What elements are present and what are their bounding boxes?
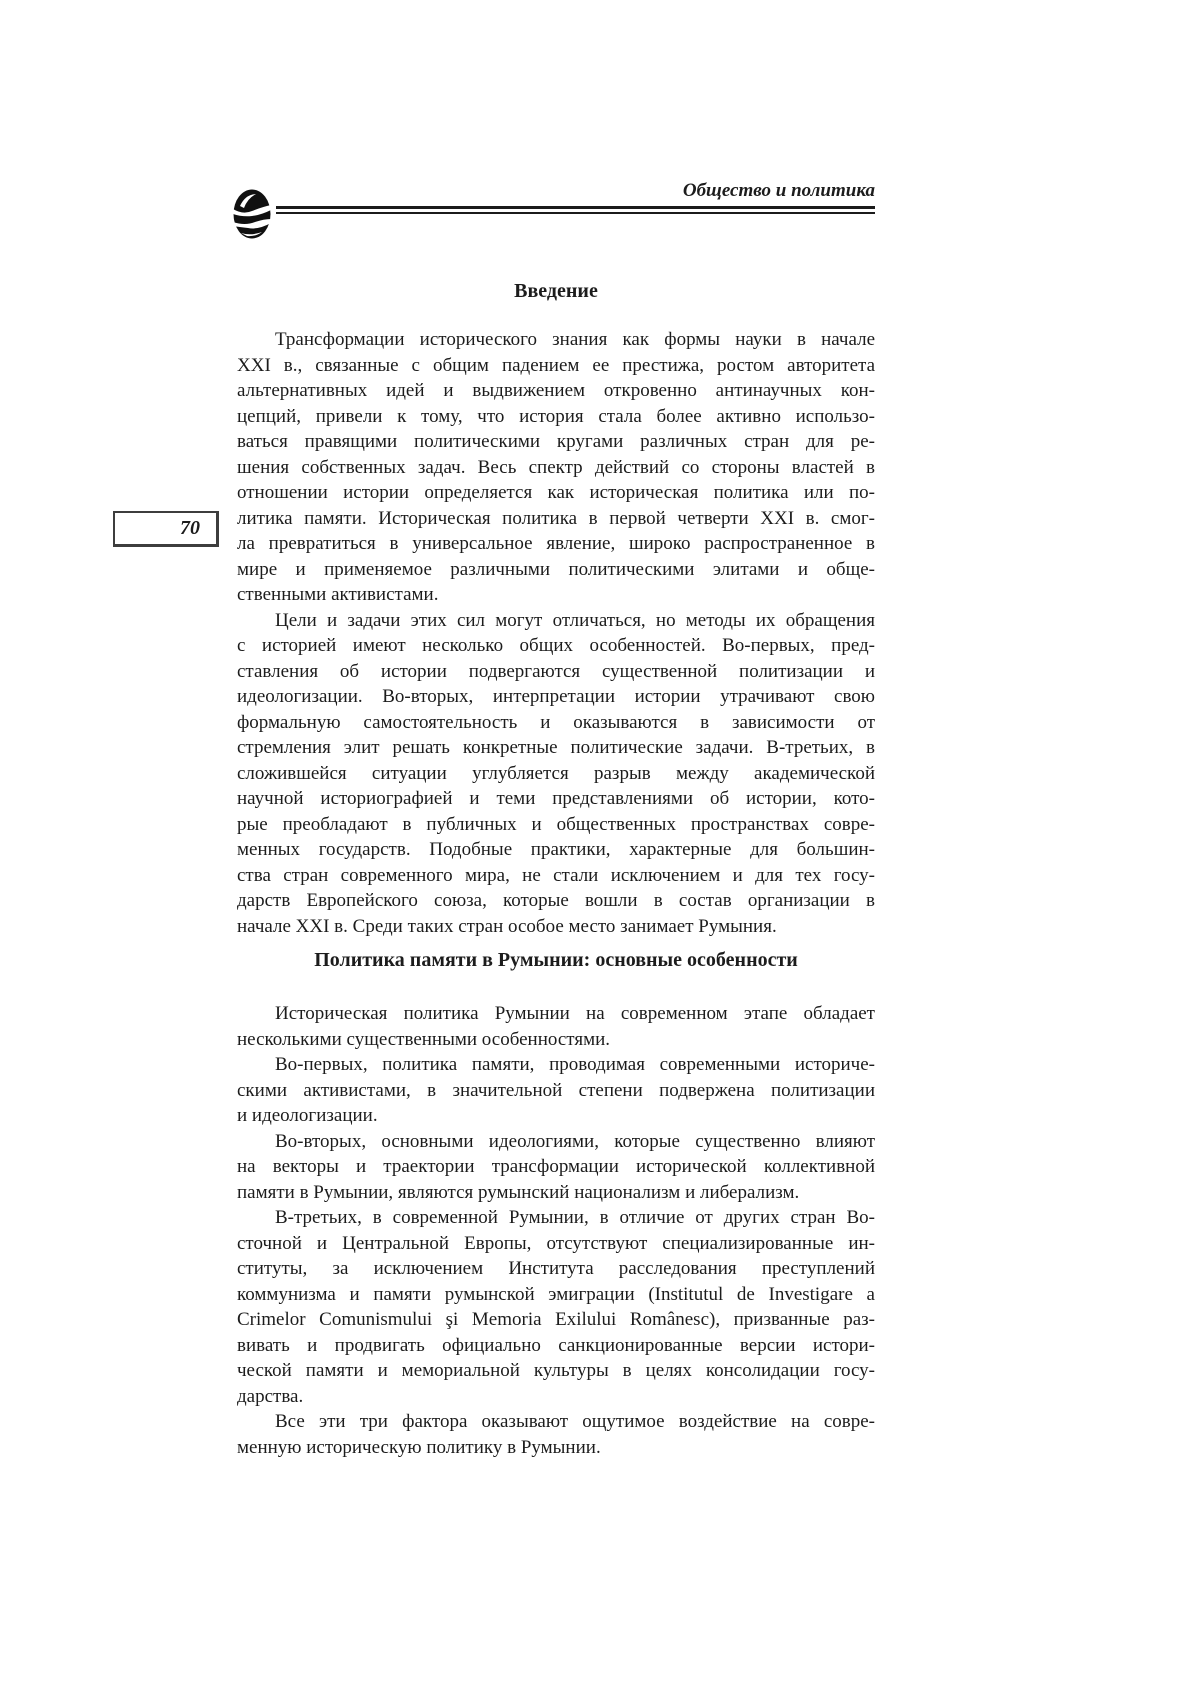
text-line: Crimelor Comunismului şi Memoria Exilului Românesc), призванные раз-: [237, 1309, 875, 1330]
text-line: ставления об истории подвергаются существенной политизации и: [237, 660, 875, 682]
text-line: коммунизма и памяти румынской эмиграции (Institutul de Investigare a: [237, 1283, 875, 1305]
text-line: Трансформации исторического знания как формы науки в начале: [275, 329, 875, 350]
section-heading: Политика памяти в Румынии: основные особенности: [314, 949, 798, 971]
text-line: ституты, за исключением Института расследования преступлений: [237, 1258, 875, 1279]
text-line: Историческая политика Румынии на современном этапе обладает: [275, 1003, 875, 1024]
paragraph: [237, 1052, 875, 1129]
text-line: формальную самостоятельность и оказываются в зависимости от: [237, 711, 875, 733]
paragraph: [237, 1129, 875, 1206]
text-line: начале XXI в. Среди таких стран особое место занимает Румыния.: [237, 915, 777, 937]
text-line: Все эти три фактора оказывают ощутимое воздействие на совре-: [275, 1411, 875, 1432]
text-line: дарств Европейского союза, которые вошли в состав организации в: [237, 890, 875, 911]
text-line: скими активистами, в значительной степени подвержена политизации: [237, 1079, 875, 1101]
header-double-rule: [276, 206, 875, 214]
text-line: Во-вторых, основными идеологиями, которые существенно влияют: [275, 1130, 875, 1152]
text-line: рые преобладают в публичных и общественных пространствах совре-: [237, 813, 875, 835]
content-column: [237, 278, 875, 1460]
text-line: альтернативных идей и выдвижением откровенно антинаучных кон-: [237, 380, 875, 401]
text-line: Цели и задачи этих сил могут отличаться, но методы их обращения: [275, 609, 875, 631]
text-line: менных государств. Подобные практики, характерные для большин-: [237, 839, 875, 860]
text-line: ственными активистами.: [237, 584, 439, 605]
text-line: ческой памяти и мемориальной культуры в целях консолидации госу-: [237, 1360, 875, 1381]
text-line: сточной и Центральной Европы, отсутствуют специализированные ин-: [237, 1232, 875, 1254]
text-line: отношении истории определяется как историческая политика или по-: [237, 482, 875, 503]
text-line: ваться правящими политическими кругами различных стран для ре-: [237, 431, 875, 452]
text-line: ла превратиться в универсальное явление, широко распространенное в: [237, 533, 875, 554]
text-line: памяти в Румынии, являются румынский национализм и либерализм.: [237, 1181, 800, 1203]
paragraph: [237, 1205, 875, 1409]
text-line: мире и применяемое различными политическими элитами и обще-: [237, 558, 875, 580]
text-line: вивать и продвигать официально санкционированные версии истори-: [237, 1334, 875, 1356]
text-line: XXI в., связанные с общим падением ее престижа, ростом авторитета: [237, 354, 875, 376]
text-line: с историей имеют несколько общих особенностей. Во-первых, пред-: [237, 635, 875, 656]
text-line: литика памяти. Историческая политика в первой четверти XXI в. смог-: [237, 507, 875, 529]
text-line: В-третьих, в современной Румынии, в отличие от других стран Во-: [275, 1207, 875, 1228]
text-line: стремления элит решать конкретные политические задачи. В-третьих, в: [237, 737, 875, 758]
paragraph: [237, 608, 875, 940]
text-line: дарства.: [237, 1385, 304, 1407]
page-header: [0, 0, 1200, 240]
text-line: Во-первых, политика памяти, проводимая современными историче-: [275, 1054, 875, 1075]
text-line: на векторы и траектории трансформации исторической коллективной: [237, 1156, 875, 1177]
section-heading: Введение: [514, 280, 598, 302]
text-line: шения собственных задач. Весь спектр действий со стороны властей в: [237, 456, 875, 478]
text-line: цепций, привели к тому, что история стала более активно использо-: [237, 405, 875, 427]
text-line: сложившейся ситуации углубляется разрыв между академической: [237, 762, 875, 784]
text-line: и идеологизации.: [237, 1105, 378, 1126]
text-line: менную историческую политику в Румынии.: [237, 1436, 601, 1458]
journal-logo-icon: [233, 189, 271, 239]
paragraph: [237, 327, 875, 608]
paragraph: [237, 1409, 875, 1460]
text-line: несколькими существенными особенностями.: [237, 1028, 611, 1050]
text-line: научной историографией и теми представлениями об истории, кото-: [237, 788, 875, 809]
text-line: идеологизации. Во-вторых, интерпретации истории утрачивают свою: [237, 686, 875, 707]
text-line: ства стран современного мира, не стали исключением и для тех госу-: [237, 864, 875, 886]
page-number-box: [113, 511, 219, 547]
page-number: 70: [180, 517, 200, 539]
paragraph: [237, 1001, 875, 1052]
journal-section-title: Общество и политика: [682, 180, 875, 201]
